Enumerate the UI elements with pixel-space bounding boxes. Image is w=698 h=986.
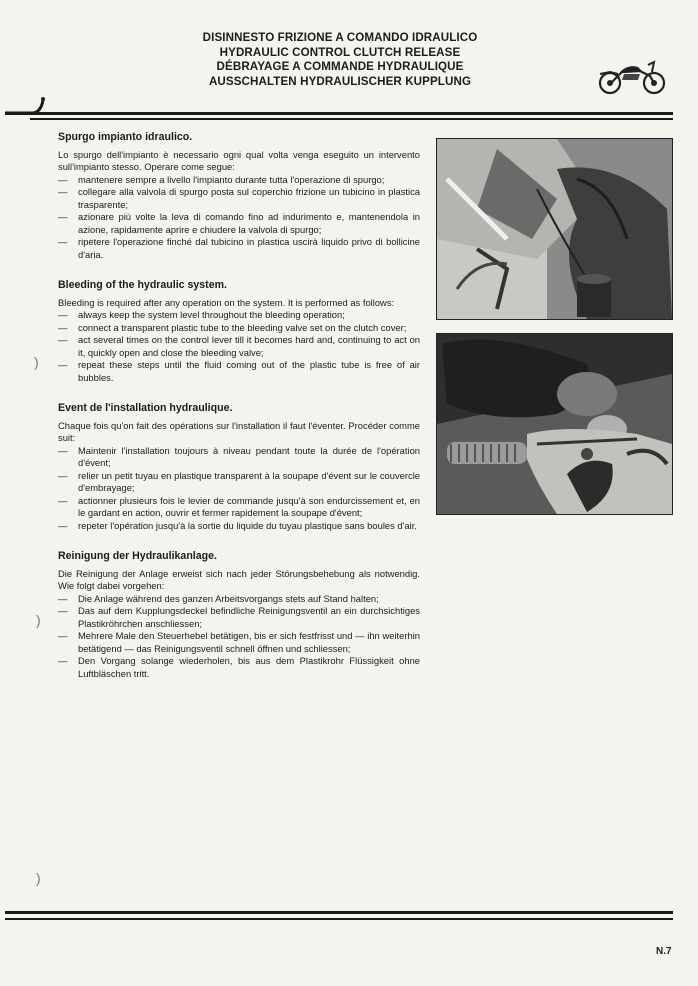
header-rule-thin [30,118,673,120]
motorcycle-icon [592,52,672,98]
list-item [58,359,420,384]
list-item [58,334,420,359]
dash-marker: — [58,444,68,456]
list-item-text: relier un petit tuyau en plastique transparent à la soupape d'évent sur le couvercle d'embrayage; [78,469,420,493]
title-italian: DISINNESTO FRIZIONE A COMANDO IDRAULICO [202,31,478,44]
list-item-text: azionare più volte la leva di comando fino ad indurimento e, mantenendola in azione, rapidamente aprire e chiudere la valvola di spurgo; [78,211,420,235]
list-item-text: ripetere l'operazione finché dal tubicino in plastica uscirà liquido privo di bollicine d'aria. [78,236,420,260]
list-item-text: actionner plusieurs fois le levier de commande jusqu'à son endurcissement et, en le gardant en action, ouvrir et fermer rapidement la soupape d'évent; [78,494,420,518]
list-item [58,236,420,261]
dash-marker: — [58,494,68,506]
section-english [58,279,420,384]
section-heading: Reinigung der Hydraulikanlage. [58,550,217,562]
dash-marker: — [58,519,68,531]
step-list [58,593,420,681]
step-list [58,174,420,262]
margin-mark: ) [34,354,39,370]
list-item-text: Maintenir l'installation toujours à niveau pendant toute la durée de l'opération d'évent; [78,444,420,468]
section-intro: Bleeding is required after any operation on the system. It is performed as follows: [58,296,395,308]
section-intro: Die Reinigung der Anlage erweist sich nach jeder Störungsbehebung als notwendig. Wie folgt dabei vorgehen: [58,567,420,591]
list-item-text: connect a transparent plastic tube to the bleeding valve set on the clutch cover; [78,321,407,333]
list-item [58,445,420,470]
dash-marker: — [58,630,68,641]
list-item [58,211,420,236]
list-item [58,520,420,533]
dash-marker: — [58,359,68,370]
footer-rule [5,911,673,914]
list-item [58,470,420,495]
text-column [58,131,420,698]
list-item-text: Den Vorgang solange wiederholen, bis aus dem Plastikrohr Flüssigkeit ohne Luftbläschen tritt. [78,655,420,679]
list-item [58,605,420,630]
title-english: HYDRAULIC CONTROL CLUTCH RELEASE [219,45,461,59]
photo-bleed-valve [436,138,673,320]
list-item-text: Mehrere Male den Steuerhebel betätigen, bis er sich festfrisst und — ihn weiterhin betätigend — das Reinigungsventil schnell öffnen und schliessen; [78,630,420,654]
step-list [58,445,420,533]
header-rule [5,112,673,115]
dash-marker: — [58,605,68,616]
list-item-text: repeat these steps until the fluid coming out of the plastic tube is free of air bubbles. [78,359,420,383]
dash-marker: — [58,334,68,345]
title-french: DÉBRAYAGE A COMMANDE HYDRAULIQUE [216,60,464,74]
dash-marker: — [58,236,68,247]
list-item [58,309,420,322]
footer-rule-thin [5,918,673,920]
section-french [58,402,420,532]
list-item [58,322,420,335]
page-number: N.7 [656,946,672,957]
list-item [58,655,420,680]
list-item-text: collegare alla valvola di spurgo posta sul coperchio frizione un tubicino in plastica trasparente; [78,186,420,210]
section-intro: Chaque fois qu'on fait des opérations sur l'installation il faut l'éventer. Procéder comme suit: [58,419,420,443]
list-item-text: mantenere sempre a livello l'impianto durante tutta l'operazione di spurgo; [78,173,385,185]
photo-clutch-lever-image [437,334,672,514]
list-item [58,593,420,606]
dash-marker: — [58,211,68,222]
dash-marker: — [58,655,68,666]
list-item [58,174,420,187]
dash-marker: — [58,321,68,333]
section-heading: Bleeding of the hydraulic system. [58,279,227,291]
margin-mark: ) [36,612,41,628]
list-item-text: repeter l'opération jusqu'à la sortie du liquide du tuyau plastique sans boules d'air. [78,519,417,531]
list-item-text: Die Anlage während des ganzen Arbeitsvorgangs stets auf Stand halten; [78,592,379,604]
section-german [58,550,420,680]
dash-marker: — [58,469,68,481]
list-item [58,495,420,520]
list-item-text: Das auf dem Kupplungsdeckel befindliche Reinigungsventil an ein durchsichtiges Plastikröhrchen anschliessen; [78,605,420,629]
section-italian [58,131,420,261]
list-item-text: act several times on the control lever till it becomes hard and, continuing to act on it, quickly open and close the bleeding valve; [78,334,420,358]
dash-marker: — [58,309,68,320]
dash-marker: — [58,186,68,197]
section-heading: Event de l'installation hydraulique. [58,402,233,414]
list-item [58,186,420,211]
dash-marker: — [58,592,68,604]
section-heading: Spurgo impianto idraulico. [58,131,193,143]
step-list [58,309,420,384]
list-item [58,630,420,655]
margin-mark: ) [36,870,41,886]
section-intro: Lo spurgo dell'impianto è necessario ogni qual volta venga eseguito un intervento sull'impianto stesso. Operare come segue: [58,148,420,172]
dash-marker: — [58,173,68,185]
photo-bleed-valve-image [437,139,672,319]
title-german: AUSSCHALTEN HYDRAULISCHER KUPPLUNG [208,74,472,88]
page-titles [150,31,530,89]
list-item-text: always keep the system level throughout the bleeding operation; [78,309,345,320]
photo-clutch-lever [436,333,673,515]
